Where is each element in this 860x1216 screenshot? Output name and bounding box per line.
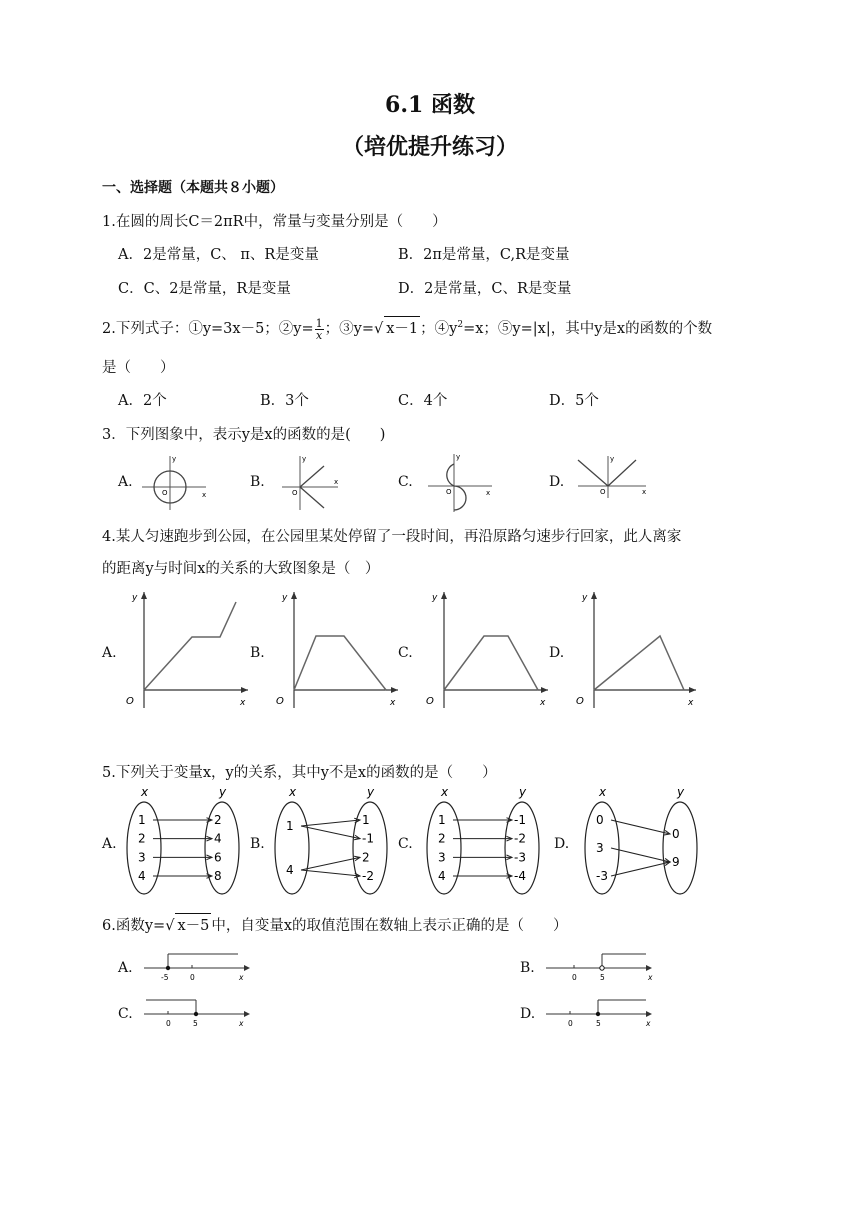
q5-set-y-label: y <box>677 785 685 799</box>
q3-b-y-label: y <box>302 455 307 463</box>
q5-set-y-label: y <box>219 785 227 799</box>
q5-set-x-label: x <box>141 785 149 799</box>
q5-set-x-label: x <box>599 785 607 799</box>
q5-y-value: 6 <box>214 850 222 865</box>
q3-d-origin: O <box>600 488 606 496</box>
q6-b-tick-2: 5 <box>600 973 605 982</box>
q4-d-x-label: x <box>688 698 694 708</box>
q5-mapping-c <box>420 784 545 899</box>
q2-text-1: 2.下列式子：①y=3x－5；②y= <box>102 321 314 337</box>
q1-stem: 1.在圆的周长C＝2πR中，常量与变量分别是（ ） <box>102 214 447 230</box>
q5-arrow <box>301 857 360 870</box>
q3-label-b[interactable]: B. <box>250 474 265 490</box>
q5-x-value: 2 <box>438 831 446 846</box>
q6-numberline-b <box>542 948 657 984</box>
q4-stem-line2: 的距离y与时间x的关系的大致图象是（ ） <box>102 561 380 577</box>
q3-b-origin: O <box>292 489 298 497</box>
q6-label-c[interactable]: C. <box>118 1006 133 1022</box>
q6-label-b[interactable]: B. <box>520 960 535 976</box>
q3-b-x-label: x <box>334 478 339 486</box>
q5-y-value: -4 <box>514 869 526 883</box>
q5-arrow <box>301 870 360 876</box>
q4-a-y-label: y <box>132 593 138 603</box>
q5-y-value: -1 <box>514 813 526 827</box>
q3-d-y-label: y <box>610 455 615 463</box>
q5-x-value: 4 <box>286 863 294 877</box>
q6-a-x-label: x <box>239 973 244 982</box>
q5-y-value: -3 <box>514 850 526 865</box>
q2-fraction-denominator: x <box>316 328 323 342</box>
q5-y-value: 2 <box>362 850 370 865</box>
q5-y-value: -1 <box>362 831 374 846</box>
q6-d-x-label: x <box>646 1019 651 1028</box>
q5-label-a[interactable]: A. <box>102 836 117 852</box>
q3-d-x-label: x <box>642 488 647 496</box>
q5-y-value: -2 <box>362 869 374 883</box>
q3-c-origin: O <box>446 488 452 496</box>
q6-d-tick-1: 0 <box>568 1019 573 1028</box>
q6-numberline-c <box>140 994 255 1030</box>
q5-x-value: 1 <box>286 819 294 833</box>
q5-stem: 5.下列关于变量x，y的关系，其中y不是x的函数的是（ ） <box>102 765 497 781</box>
q4-label-d[interactable]: D. <box>549 645 565 661</box>
q5-mapping-a <box>120 784 245 899</box>
q6-numberline-d <box>542 994 657 1030</box>
q4-c-origin: O <box>426 696 434 707</box>
q3-a-origin: O <box>162 489 168 497</box>
q3-a-x-label: x <box>202 491 207 499</box>
q5-x-value: -3 <box>596 869 608 883</box>
section-heading: 一、选择题（本题共８小题） <box>102 180 284 196</box>
q5-arrow <box>611 862 670 876</box>
q3-graph-d <box>570 452 655 514</box>
q5-set-x-ellipse <box>275 802 309 894</box>
q2-option-c[interactable]: C．4个 <box>398 393 448 409</box>
q3-c-x-label: x <box>486 489 491 497</box>
q3-label-a[interactable]: A. <box>118 474 133 490</box>
q6-text-1: 6.函数y= <box>102 918 166 934</box>
q3-graph-a <box>138 452 213 514</box>
q5-y-value: 9 <box>672 855 680 869</box>
q5-x-value: 3 <box>438 850 446 865</box>
q3-c-y-label: y <box>456 453 461 461</box>
q2-superscript: 2 <box>457 320 464 331</box>
q5-x-value: 0 <box>596 813 604 827</box>
q4-d-origin: O <box>576 696 584 707</box>
q5-set-y-label: y <box>367 785 375 799</box>
q4-graph-a <box>122 590 252 712</box>
q6-sqrt: x－5 <box>175 913 211 935</box>
q5-y-value: 8 <box>214 869 222 883</box>
q5-y-value: 4 <box>214 831 222 846</box>
q4-a-x-label: x <box>240 698 246 708</box>
q5-y-value: 1 <box>362 813 370 827</box>
q4-graph-b <box>272 590 402 712</box>
q5-x-value: 1 <box>438 813 446 827</box>
q4-c-y-label: y <box>432 593 438 603</box>
q2-option-b[interactable]: B．3个 <box>260 393 309 409</box>
q5-arrow <box>611 820 670 834</box>
q6-label-d[interactable]: D. <box>520 1006 536 1022</box>
q4-a-origin: O <box>126 696 134 707</box>
q4-d-y-label: y <box>582 593 588 603</box>
q2-text-2: ；③y= <box>324 321 374 337</box>
q5-x-value: 3 <box>138 850 146 865</box>
q6-numberline-a <box>140 948 255 984</box>
q1-option-b[interactable]: B．2π是常量，C,R是变量 <box>398 247 570 263</box>
q6-d-tick-2: 5 <box>596 1019 601 1028</box>
q5-arrow <box>301 820 360 826</box>
q6-c-tick-1: 0 <box>166 1019 171 1028</box>
q6-stem: 6.函数y=√ x－5 中，自变量x的取值范围在数轴上表示正确的是（ ） <box>102 913 568 935</box>
q2-text-3: ；④y <box>420 321 458 337</box>
q4-b-origin: O <box>276 696 284 707</box>
q2-text-4: =x；⑤y=|x|，其中y是x的函数的个数 <box>463 321 713 337</box>
q5-x-value: 4 <box>138 869 146 883</box>
q5-x-value: 3 <box>596 841 604 855</box>
q2-sqrt: x－1 <box>384 316 420 338</box>
q1-option-a[interactable]: A．2是常量，C、 π、R是变量 <box>118 247 319 263</box>
q4-b-x-label: x <box>390 698 396 708</box>
q5-set-x-label: x <box>441 785 449 799</box>
q5-label-b[interactable]: B. <box>250 836 265 852</box>
q6-a-tick-2: 0 <box>190 973 195 982</box>
q6-a-tick-1: -5 <box>161 973 169 982</box>
q4-label-b[interactable]: B. <box>250 645 265 661</box>
q3-stem: 3．下列图象中，表示y是x的函数的是( ) <box>102 427 386 443</box>
q5-arrow <box>301 826 360 839</box>
q2-fraction-numerator: 1 <box>315 316 323 330</box>
q1-option-d[interactable]: D．2是常量，C、R是变量 <box>398 281 572 297</box>
page-title: 6.1 函数 <box>385 92 475 118</box>
q5-y-value: 2 <box>214 813 222 827</box>
q6-label-a[interactable]: A. <box>118 960 133 976</box>
q5-y-value: -2 <box>514 831 526 846</box>
q4-graph-d <box>572 590 702 712</box>
q3-label-c[interactable]: C. <box>398 474 413 490</box>
q6-b-x-label: x <box>648 973 653 982</box>
page-subtitle: （培优提升练习） <box>341 134 518 160</box>
q2-fraction <box>315 318 324 341</box>
q3-a-y-label: y <box>172 455 177 463</box>
q2-option-d[interactable]: D．5个 <box>549 393 599 409</box>
q6-b-tick-1: 0 <box>572 973 577 982</box>
q4-c-x-label: x <box>540 698 546 708</box>
q5-set-y-label: y <box>519 785 527 799</box>
q6-text-2: 中，自变量x的取值范围在数轴上表示正确的是（ ） <box>211 918 568 934</box>
q3-graph-b <box>268 452 348 514</box>
q2-option-a[interactable]: A．2个 <box>118 393 167 409</box>
q5-mapping-d <box>578 784 703 899</box>
q4-b-y-label: y <box>282 593 288 603</box>
q5-label-d[interactable]: D. <box>554 836 570 852</box>
q5-arrow <box>611 848 670 862</box>
q5-x-value: 4 <box>438 869 446 883</box>
q4-label-a[interactable]: A. <box>102 645 117 661</box>
q5-set-x-label: x <box>289 785 297 799</box>
q5-mapping-b <box>268 784 393 899</box>
q2-stem: 2.下列式子：①y=3x－5；②y= $\frac{1}{x}$ ；③y=√ x－1 ；$④y^2=x$；⑤y=|x|，其中y是x的函数的个数 <box>102 316 713 342</box>
q6-c-tick-2: 5 <box>193 1019 198 1028</box>
q1-option-c[interactable]: C．C、2是常量，R是变量 <box>118 281 291 297</box>
q5-set-y-ellipse <box>205 802 239 894</box>
q5-label-c[interactable]: C. <box>398 836 413 852</box>
q2-stem-line2: 是（ ） <box>102 360 175 376</box>
q4-label-c[interactable]: C. <box>398 645 413 661</box>
q5-y-value: 0 <box>672 827 680 841</box>
q6-c-x-label: x <box>239 1019 244 1028</box>
q5-set-y-ellipse <box>663 802 697 894</box>
q5-x-value: 1 <box>138 813 146 827</box>
q4-graph-c <box>422 590 552 712</box>
q3-label-d[interactable]: D. <box>549 474 565 490</box>
q5-x-value: 2 <box>138 831 146 846</box>
q4-stem-line1: 4.某人匀速跑步到公园，在公园里某处停留了一段时间，再沿原路匀速步行回家，此人离家 <box>102 529 682 545</box>
q3-graph-c <box>420 450 500 516</box>
